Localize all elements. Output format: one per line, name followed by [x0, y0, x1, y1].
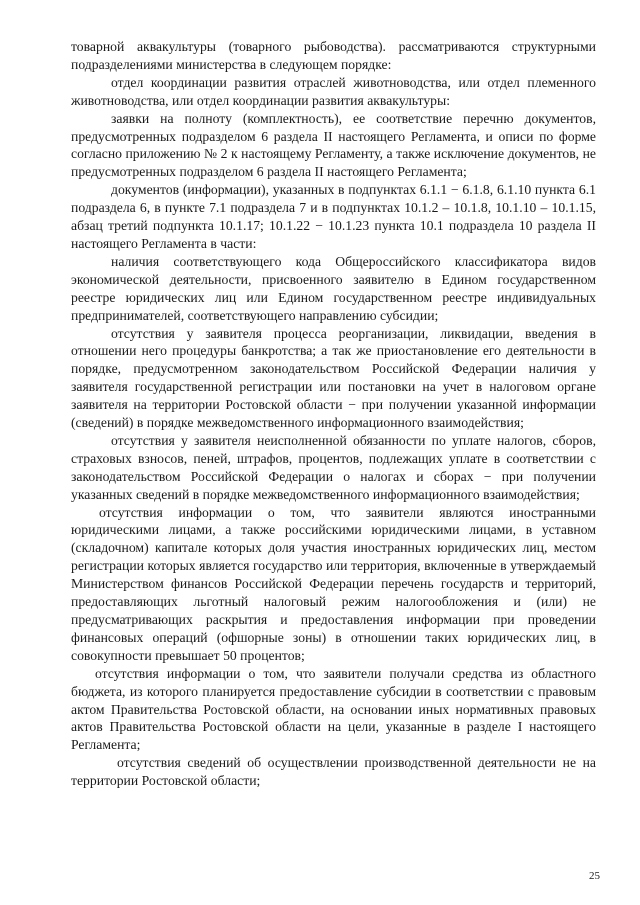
- paragraph-4: документов (информации), указанных в подпунктах 6.1.1 − 6.1.8, 6.1.10 пункта 6.1 подраздела 6, в пункте 7.1 подраздела 7 и в подпунктах 10.1.2 – 10.1.8, 10.1.10 – 10.1.15, абзац третий подпункта 10.1.17; 10.1.22 − 10.1.23 пункта 10.1 подраздела 10 раздела II настоящего Регламента в части:: [71, 182, 596, 251]
- paragraph-2: отдел координации развития отраслей животноводства, или отдел племенного животноводства, или отдел координации развития аквакультуры:: [71, 74, 596, 108]
- paragraph-8: отсутствия информации о том, что заявители являются иностранными юридическими лицами, а также российскими юридическими лицами, в уставном (складочном) капитале которых доля участия иностранных юридических лиц, местом регистрации которых является государство или территория, включенные в утверждаемый Министерством финансов Российской Федерации перечень государств и территорий, предоставляющих льготный налоговый режим налогообложения и (или) не предусматривающих раскрытия и предоставления информации при проведении финансовых операций (офшорные зоны) в отношении таких юридических лиц, в совокупности превышает 50 процентов;: [71, 504, 596, 663]
- paragraph-1: товарной аквакультуры (товарного рыбоводства). рассматриваются структурными подразделениями министерства в следующем порядке:: [71, 39, 596, 72]
- document-page: [71, 38, 596, 790]
- paragraph-6: отсутствия у заявителя процесса реорганизации, ликвидации, введения в отношении него процедуры банкротства; а так же приостановление его деятельности в порядке, предусмотренном законодательством Российской Федерации наличия у заявителя государственной регистрации или постановки на учет в налоговом органе заявителя на территории Ростовской области − при получении указанной информации (сведений) в порядке межведомственного информационного взаимодействия;: [71, 325, 596, 431]
- paragraph-9: отсутствия информации о том, что заявители получали средства из областного бюджета, из которого планируется предоставление субсидии в соответствии с правовым актом Правительства Ростовской области, на основании иных нормативных правовых актов Правительства Ростовской области на цели, указанные в разделе I настоящего Регламента;: [71, 665, 596, 753]
- page-number: 25: [589, 870, 600, 882]
- paragraph-5: наличия соответствующего кода Общероссийского классификатора видов экономической деятельности, присвоенного заявителю в Едином государственном реестре юридических лиц или Едином государственном реестре индивидуальных предпринимателей, соответствующего направлению субсидии;: [71, 253, 596, 323]
- paragraph-7: отсутствия у заявителя неисполненной обязанности по уплате налогов, сборов, страховых взносов, пеней, штрафов, процентов, подлежащих уплате в соответствии с законодательством Российской Федерации о налогах и сборах − при получении указанных сведений в порядке межведомственного информационного взаимодействия;: [71, 432, 596, 502]
- paragraph-3: заявки на полноту (комплектность), ее соответствие перечню документов, предусмотренных подразделом 6 раздела II настоящего Регламента, и описи по форме согласно приложению № 2 к настоящему Регламенту, а также исключение документов, не предусмотренных подразделом 6 раздела II настоящего Регламента;: [71, 110, 596, 180]
- paragraph-10: отсутствия сведений об осуществлении производственной деятельности не на территории Ростовской области;: [71, 755, 596, 789]
